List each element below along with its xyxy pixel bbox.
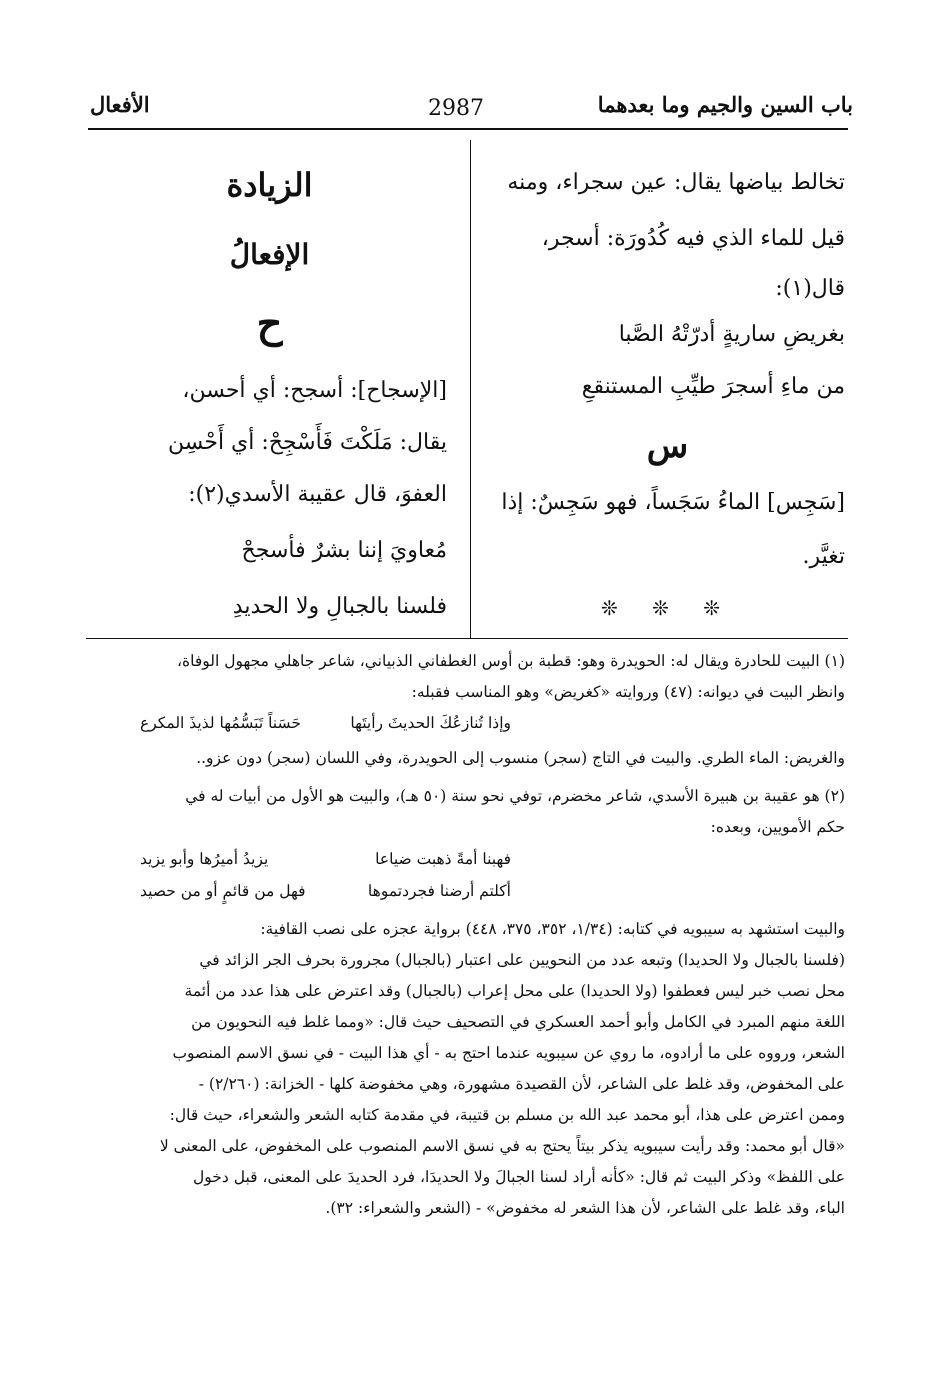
header-rule: [88, 128, 848, 130]
running-header-chapter: باب السين والجيم وما بعدهما: [597, 92, 853, 117]
footnote-1-verse-left: حَسَناً تَبَسُّمُها لذيذَ المكرع: [140, 714, 301, 732]
footnote-2-body-4: اللغة منهم المبرد في الكامل وأبو أحمد العسكري في التصحيف حيث قال: «ومما غلط فيه النحويون من: [191, 1013, 845, 1031]
left-col-verse-2: فلسنا بالجبالِ ولا الحديدِ: [232, 594, 447, 619]
page-number: 2987: [428, 96, 484, 121]
left-col-verse-1: مُعاويَ إننا بشرٌ فأسجحْ: [241, 538, 447, 563]
entry-sajis-line-1: [سَجِس] الماءُ سَجَساً، فهو سَجِسٌ: إذا: [501, 490, 845, 515]
entry-isjah-line-3: العفوَ، قال عقيبة الأسدي(٢):: [188, 482, 447, 507]
footnote-2-body-9: على اللفظ» وذكر البيت ثم قال: «كأنه أراد لسنا الجبالَ ولا الحديدَا، فرد الحديدَ على المعنى، قبل دخول: [193, 1168, 845, 1186]
right-col-line-2: قيل للماء الذي فيه كُدُورَة: أسجر،: [541, 226, 845, 251]
footnote-2-body-1: والبيت استشهد به سيبويه في كتابه: (١/٣٤، ٣٥٢، ٣٧٥، ٤٤٨) برواية عجزه على نصب القافية:: [260, 920, 845, 938]
entry-sajis-line-2: تغيَّر.: [802, 544, 845, 569]
footnote-1-line-1: (١) البيت للحادرة ويقال له: الحويدرة وهو: قطبة بن أوس الغطفاني الذبياني، شاعر جاهلي مجهول الوفاة،: [176, 652, 845, 670]
footnote-rule: [86, 638, 848, 639]
section-letter-ha: ح: [256, 300, 283, 347]
footnote-2-body-5: الشعر، ورووه على ما أرادوه، ما روي عن سيبويه عندما احتج به - أي هذا البيت - في نسق الاسم المنصوب: [172, 1044, 845, 1062]
footnote-2-verse-1-left: يزيدُ أميرُها وأبو يزيد: [140, 850, 269, 868]
right-col-line-3: قال(١):: [775, 276, 845, 301]
footnote-2-verse-2-left: فهل من قائمٍ أو من حصيد: [140, 882, 306, 900]
column-divider: [470, 140, 471, 638]
section-letter-sin: س: [646, 426, 689, 466]
footnote-2-body-6: على المخفوض، وقد غلط على الشاعر، لأن القصيدة مشهورة، وهي مخفوضة كلها - الخزانة: (٢/٢٦٠) -: [198, 1075, 845, 1093]
entry-isjah-line-2: يقال: مَلَكْتَ فَأَسْجِحْ: أي أَحْسِن: [167, 430, 447, 455]
right-col-line-1: تخالط بياضها يقال: عين سجراء، ومنه: [507, 170, 845, 195]
footnote-2-body-3: محل نصب خبر ليس فعطفوا (ولا الحديدا) على محل إعراب (بالجبال) وقد اعترض على هذا عدد من أئمة: [184, 982, 845, 1000]
footnote-2-line-2: حكم الأمويين، وبعده:: [710, 818, 845, 836]
footnote-2-body-7: وممن اعترض على هذا، أبو محمد عبد الله بن مسلم بن قتيبة، في مقدمة كتابه الشعر والشعراء، حيث قال:: [169, 1106, 845, 1124]
footnote-2-body-2: (فلسنا بالجبال ولا الحديدا) وتبعه عدد من النحويين على اعتبار (بالجبال) مجرورة بحرف الجر الزائد في: [199, 951, 845, 969]
right-col-verse-1: بغريضِ ساريةٍ أدرّتْهُ الصَّبا: [618, 322, 845, 347]
footnote-2-body-8: «قال أبو محمد: وقد رأيت سيبويه يذكر بيتاً يحتج به في نسق الاسم المنصوب على المخفوض، على المعنى لا: [159, 1137, 845, 1155]
section-separator-stars: ❊ ❊ ❊: [601, 596, 734, 620]
footnote-2-verse-1-right: فهبنا أمةً ذهبت ضياعا: [375, 850, 511, 868]
right-col-verse-2: من ماءِ أسجرَ طيِّبِ المستنقعِ: [581, 374, 845, 399]
footnote-1-line-2: وانظر البيت في ديوانه: (٤٧) وروايته «كغريض» وهو المناسب فقبله:: [411, 683, 845, 701]
heading-ziyada: الزيادة: [226, 166, 313, 204]
heading-ifal: الإفعالُ: [229, 238, 310, 271]
entry-isjah-line-1: [الإسجاح]: أسجح: أي أحسن،: [182, 378, 447, 403]
footnote-1-verse-right: وإذا تُنازعُكَ الحديثَ رأيتَها: [350, 714, 511, 732]
footnote-2-body-10: الباء، وقد غلط على الشاعر، لأن هذا الشعر له مخفوض» - (الشعر والشعراء: ٣٢).: [325, 1199, 845, 1217]
footnote-1-line-3: والغريض: الماء الطري. والبيت في التاج (سجر) منسوب إلى الحويدرة، وفي اللسان (سجر) دون عزو..: [196, 749, 845, 767]
running-header-section: الأفعال: [90, 92, 150, 117]
footnote-2-line-1: (٢) هو عقيبة بن هبيرة الأسدي، شاعر مخضرم، توفي نحو سنة (٥٠ هـ)، والبيت هو الأول من أبيات له في: [185, 787, 845, 805]
footnote-2-verse-2-right: أكلتم أرضنا فجردتموها: [367, 882, 511, 900]
